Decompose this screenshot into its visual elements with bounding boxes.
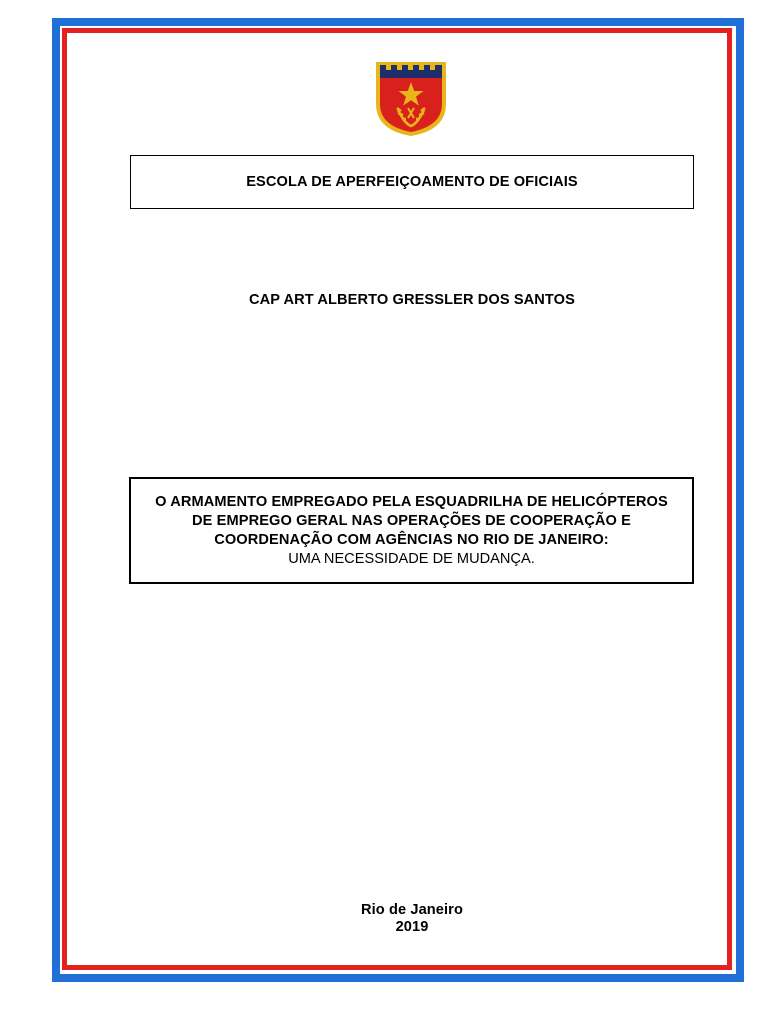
- city: Rio de Janeiro: [361, 902, 463, 918]
- title-line: COORDENAÇÃO COM AGÊNCIAS NO RIO DE JANEIRO:: [214, 531, 609, 548]
- subtitle: UMA NECESSIDADE DE MUDANÇA.: [288, 550, 535, 567]
- title-line: DE EMPREGO GERAL NAS OPERAÇÕES DE COOPERAÇÃO E: [192, 512, 631, 529]
- shield-emblem-icon: [372, 58, 450, 138]
- title-line: O ARMAMENTO EMPREGADO PELA ESQUADRILHA DE HELICÓPTEROS: [155, 493, 668, 510]
- author-name: CAP ART ALBERTO GRESSLER DOS SANTOS: [249, 292, 575, 308]
- title-box: [129, 477, 694, 584]
- school-box: [130, 155, 694, 209]
- school-name: ESCOLA DE APERFEIÇOAMENTO DE OFICIAIS: [246, 173, 578, 190]
- year: 2019: [395, 919, 429, 935]
